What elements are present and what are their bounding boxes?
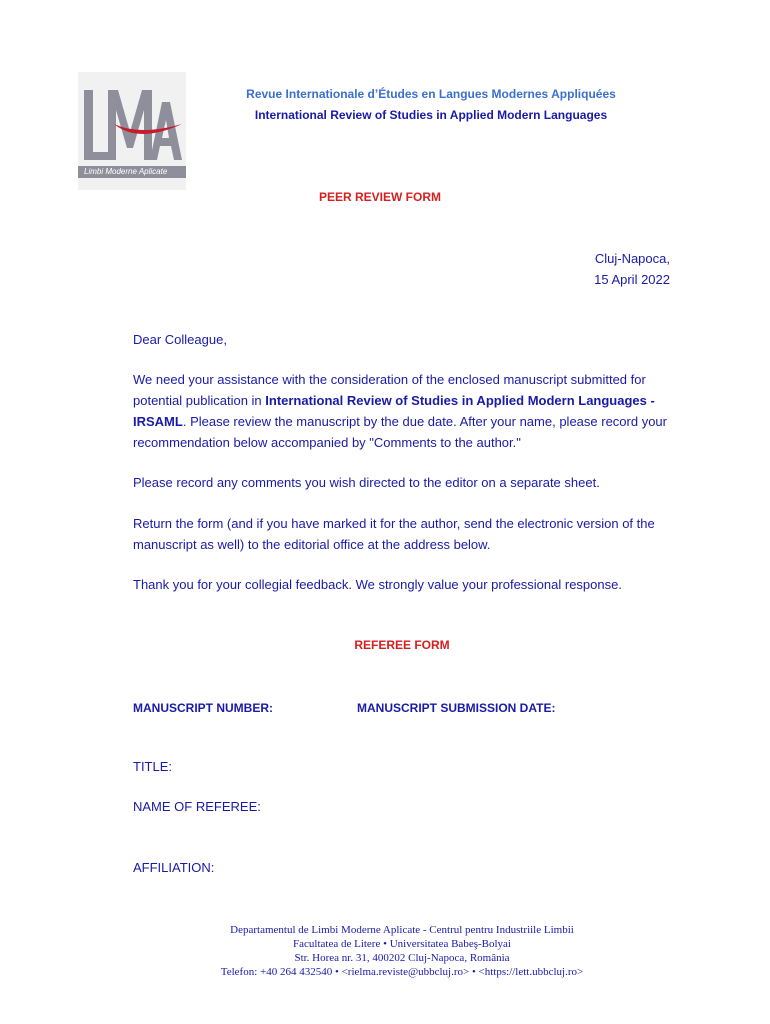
- journal-title-english: International Review of Studies in Applied Modern Languages: [254, 108, 608, 122]
- place-and-date: [594, 248, 670, 290]
- journal-title-french: Revue Internationale d’Études en Langues Modernes Appliquées: [246, 87, 616, 101]
- place: Cluj-Napoca,: [594, 251, 670, 266]
- comments-note: Please record any comments you wish directed to the editor on a separate sheet.: [133, 475, 600, 490]
- footer-address: [0, 923, 770, 979]
- referee-name-label: NAME OF REFEREE:: [133, 799, 261, 814]
- footer-street: Str. Horea nr. 31, 400202 Cluj-Napoca, România: [294, 952, 510, 964]
- salutation: Dear Colleague,: [133, 332, 227, 347]
- footer-department: Departamentul de Limbi Moderne Aplicate - Centrul pentru Industriile Limbii: [230, 924, 574, 936]
- affiliation-label: AFFILIATION:: [133, 860, 215, 875]
- journal-logo: [78, 72, 186, 190]
- logo-caption: Limbi Moderne Aplicate: [84, 167, 168, 176]
- footer-faculty: Facultatea de Litere • Universitatea Babeş-Bolyai: [293, 938, 511, 950]
- date: 15 April 2022: [594, 272, 670, 287]
- intro-part2: . Please review the manuscript by the due date. After your name, please record your recommendation below accompanied by "Comments to the author.": [133, 414, 667, 450]
- journal-name-bold: International Review of Studies in Applied Modern Languages - IRSAML: [133, 393, 655, 429]
- referee-form-title: REFEREE FORM: [354, 638, 450, 652]
- footer-contact: Telefon: +40 264 432540 • <rielma.reviste@ubbcluj.ro> • <https://lett.ubbcluj.ro>: [220, 966, 584, 978]
- intro-paragraph: [133, 369, 678, 453]
- intro-part1: We need your assistance with the consideration of the enclosed manuscript submitted for potential publication in: [133, 372, 646, 408]
- peer-review-form-title: PEER REVIEW FORM: [318, 190, 441, 204]
- thanks-note: Thank you for your collegial feedback. We strongly value your professional response.: [133, 577, 622, 592]
- title-label: TITLE:: [133, 759, 173, 774]
- return-note: Return the form (and if you have marked it for the author, send the electronic version of the manuscript as well) to the editorial office at the address below.: [133, 516, 655, 552]
- submission-date-label: MANUSCRIPT SUBMISSION DATE:: [357, 701, 556, 715]
- manuscript-number-label: MANUSCRIPT NUMBER:: [133, 701, 273, 715]
